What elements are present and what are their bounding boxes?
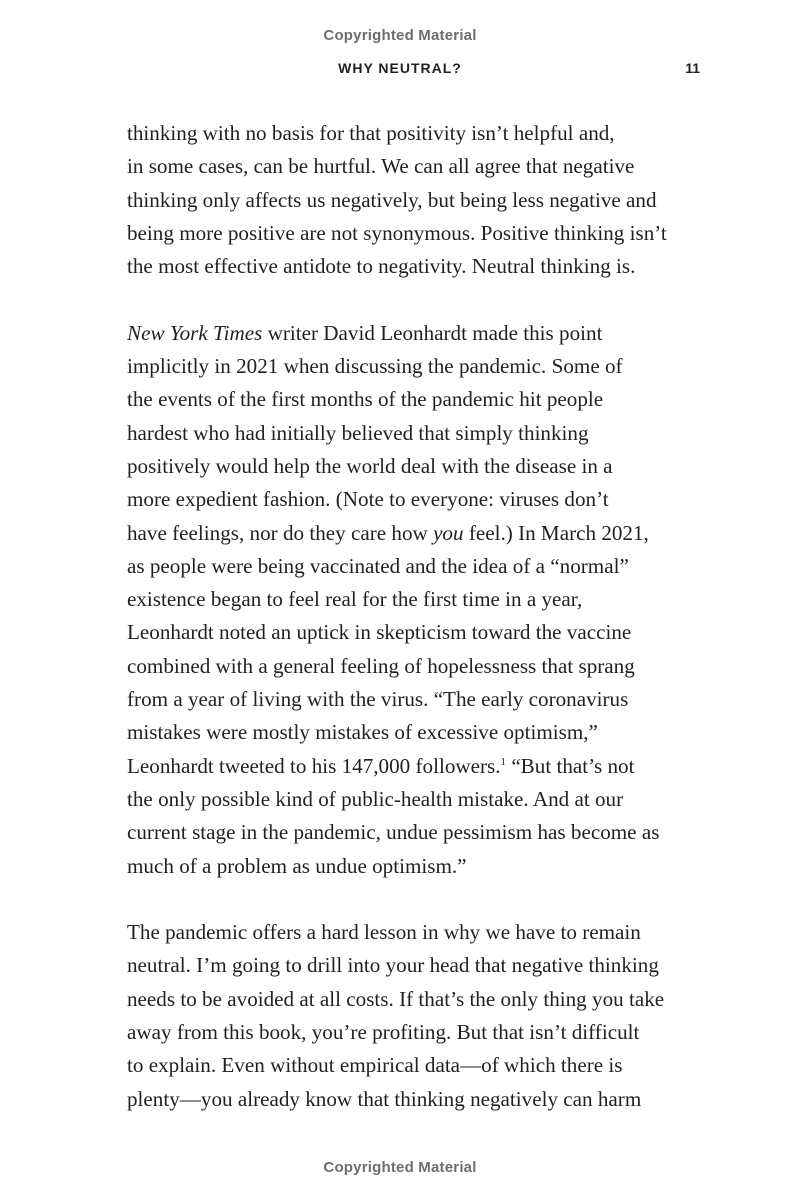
text-line: much of a problem as undue optimism.” xyxy=(127,853,467,878)
emphasis: you xyxy=(433,520,464,545)
text-line: positively would help the world deal with the disease in a xyxy=(127,453,613,478)
text-line: to explain. Even without empirical data—of which there is xyxy=(127,1053,623,1078)
text-line: Leonhardt noted an uptick in skepticism toward the vaccine xyxy=(127,620,632,645)
text-line xyxy=(127,317,705,350)
text-fragment: writer David Leonhardt made this point xyxy=(262,320,603,345)
text-line: as people were being vaccinated and the idea of a “normal” xyxy=(127,553,629,578)
text-line: thinking only affects us negatively, but being less negative and xyxy=(127,187,657,212)
body-text xyxy=(127,117,707,1116)
text-line: the only possible kind of public-health mistake. And at our xyxy=(127,786,624,811)
copyright-watermark-top: Copyrighted Material xyxy=(323,27,477,44)
running-head: WHY NEUTRAL? xyxy=(338,60,462,76)
text-line: current stage in the pandemic, undue pessimism has become as xyxy=(127,820,660,845)
page-number: 11 xyxy=(685,60,700,76)
text-line: implicitly in 2021 when discussing the pandemic. Some of xyxy=(127,354,623,379)
text-line: needs to be avoided at all costs. If that’s the only thing you take xyxy=(127,986,665,1011)
text-line: the events of the first months of the pandemic hit people xyxy=(127,387,604,412)
text-line: thinking with no basis for that positivity isn’t helpful and, xyxy=(127,121,615,145)
paragraph-1 xyxy=(127,117,707,283)
paragraph-2 xyxy=(127,317,707,883)
paragraph-3 xyxy=(127,916,707,1116)
publication-title: New York Times xyxy=(127,320,263,345)
text-line: neutral. I’m going to drill into your head that negative thinking xyxy=(127,953,659,978)
text-line: existence began to feel real for the first time in a year, xyxy=(127,587,583,612)
footnote-marker[interactable]: 1 xyxy=(500,755,507,768)
text-fragment: feel.) In March 2021, xyxy=(463,520,649,545)
text-line: from a year of living with the virus. “The early coronavirus xyxy=(127,687,629,712)
text-fragment: have feelings, nor do they care how xyxy=(127,520,434,545)
text-line: away from this book, you’re profiting. But that isn’t difficult xyxy=(127,1020,640,1045)
text-line xyxy=(127,517,705,550)
text-line: the most effective antidote to negativity. Neutral thinking is. xyxy=(127,254,636,279)
text-line: being more positive are not synonymous. Positive thinking isn’t xyxy=(127,220,667,245)
text-line: hardest who had initially believed that simply thinking xyxy=(127,420,589,445)
text-line: combined with a general feeling of hopelessness that sprang xyxy=(127,653,635,678)
text-line: in some cases, can be hurtful. We can all agree that negative xyxy=(127,154,635,179)
text-line xyxy=(127,750,705,783)
text-fragment: Leonhardt tweeted to his 147,000 followers. xyxy=(127,753,501,778)
text-line: mistakes were mostly mistakes of excessive optimism,” xyxy=(127,720,598,745)
text-line: The pandemic offers a hard lesson in why we have to remain xyxy=(127,920,641,945)
text-line: plenty—you already know that thinking negatively can harm xyxy=(127,1086,642,1111)
text-fragment: “But that’s not xyxy=(506,753,635,778)
text-line: more expedient fashion. (Note to everyone: viruses don’t xyxy=(127,487,609,512)
copyright-watermark-bottom: Copyrighted Material xyxy=(323,1159,477,1176)
